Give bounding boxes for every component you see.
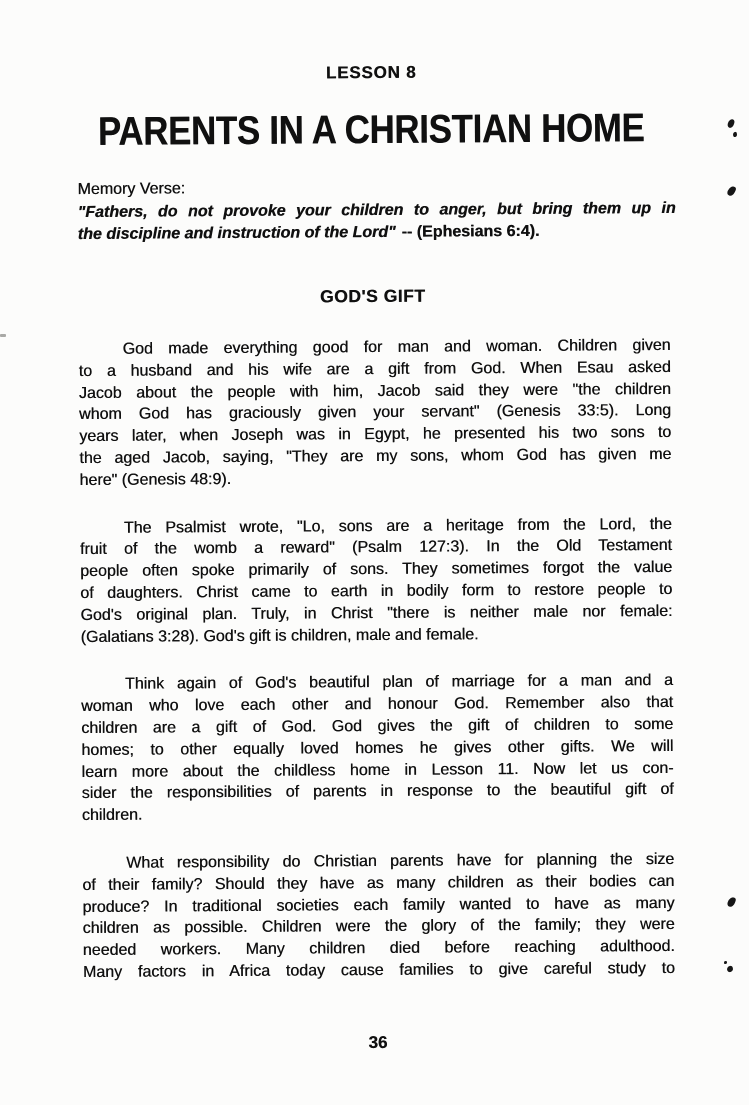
- text-line: years later, when Joseph was in Egypt, he presented his two sons to: [79, 424, 672, 446]
- text-line: Many factors in Africa today cause families to give careful study to: [82, 959, 675, 981]
- text-line: homes; to other equally loved homes he gives other gifts. We will: [81, 737, 674, 759]
- text-line: here" (Genesis 48:9).: [79, 470, 232, 489]
- paragraph: [80, 514, 673, 649]
- memory-verse-reference: -- (Ephesians 6:4).: [401, 222, 540, 241]
- page-number: 36: [368, 1032, 388, 1053]
- page-title: [0, 105, 746, 155]
- memory-verse: [77, 175, 675, 247]
- text-line: produce? In traditional societies each family wanted to have as many: [82, 894, 675, 916]
- paragraph: [79, 335, 672, 492]
- text-line: children are a gift of God. God gives the gift of children to some: [81, 715, 674, 738]
- section-heading: GOD'S GIFT: [319, 285, 426, 307]
- text-line: Think again of God's beautiful plan of marriage for a man and a: [124, 672, 673, 694]
- text-line: the aged Jacob, saying, "They are my sons, whom God has given me: [79, 445, 672, 468]
- text-line: to a husband and his wife are a gift from God. When Esau asked: [78, 358, 671, 380]
- memory-verse-quote: the discipline and instruction of the Lord": [77, 223, 396, 244]
- text-line: What responsibility do Christian parents have for planning the size: [126, 850, 675, 872]
- text-line: Jacob about the people with him, Jacob said they were "the children: [78, 380, 671, 402]
- text-line: The Psalmist wrote, "Lo, sons are a heritage from the Lord, the: [123, 515, 672, 537]
- text-line: (Galatians 3:28). God's gift is children, male and female.: [80, 625, 479, 646]
- text-line: whom God has graciously given your servant" (Genesis 33:5). Long: [78, 402, 672, 424]
- paragraph: [82, 849, 675, 984]
- text-line: children.: [81, 806, 143, 825]
- text-line: God's original plan. Truly, in Christ "there is neither male nor female:: [80, 602, 673, 624]
- text-line: children as possible. Children were the glory of the family; they were: [82, 916, 675, 938]
- text-line: learn more about the childless home in Lesson 11. Now let us con-: [81, 759, 674, 781]
- body-text: [79, 335, 675, 984]
- paragraph: [81, 670, 674, 827]
- text-line: needed workers. Many children died before reaching adulthood.: [82, 938, 675, 960]
- memory-verse-line: "Fathers, do not provoke your children to anger, but bring them up in: [77, 199, 676, 221]
- memory-verse-line: [78, 220, 676, 247]
- text-line: people often spoke primarily of sons. They sometimes forgot the value: [80, 559, 673, 581]
- text-line: fruit of the womb a reward" (Psalm 127:3). In the Old Testament: [79, 537, 673, 559]
- text-line: God made everything good for man and woman. Children given: [122, 336, 671, 358]
- page-title-text: PARENTS IN A CHRISTIAN HOME: [98, 106, 645, 154]
- memory-verse-label: Memory Verse:: [77, 180, 186, 199]
- text-line: of daughters. Christ came to earth in bodily form to restore people to: [80, 580, 673, 603]
- text-line: of their family? Should they have as many children as their bodies can: [82, 872, 675, 894]
- scan-mark: [0, 334, 6, 337]
- lesson-label: LESSON 8: [325, 62, 417, 83]
- text-line: woman who love each other and honour God. Remember also that: [81, 694, 674, 716]
- text-line: sider the responsibilities of parents in response to the beautiful gift of: [81, 781, 674, 803]
